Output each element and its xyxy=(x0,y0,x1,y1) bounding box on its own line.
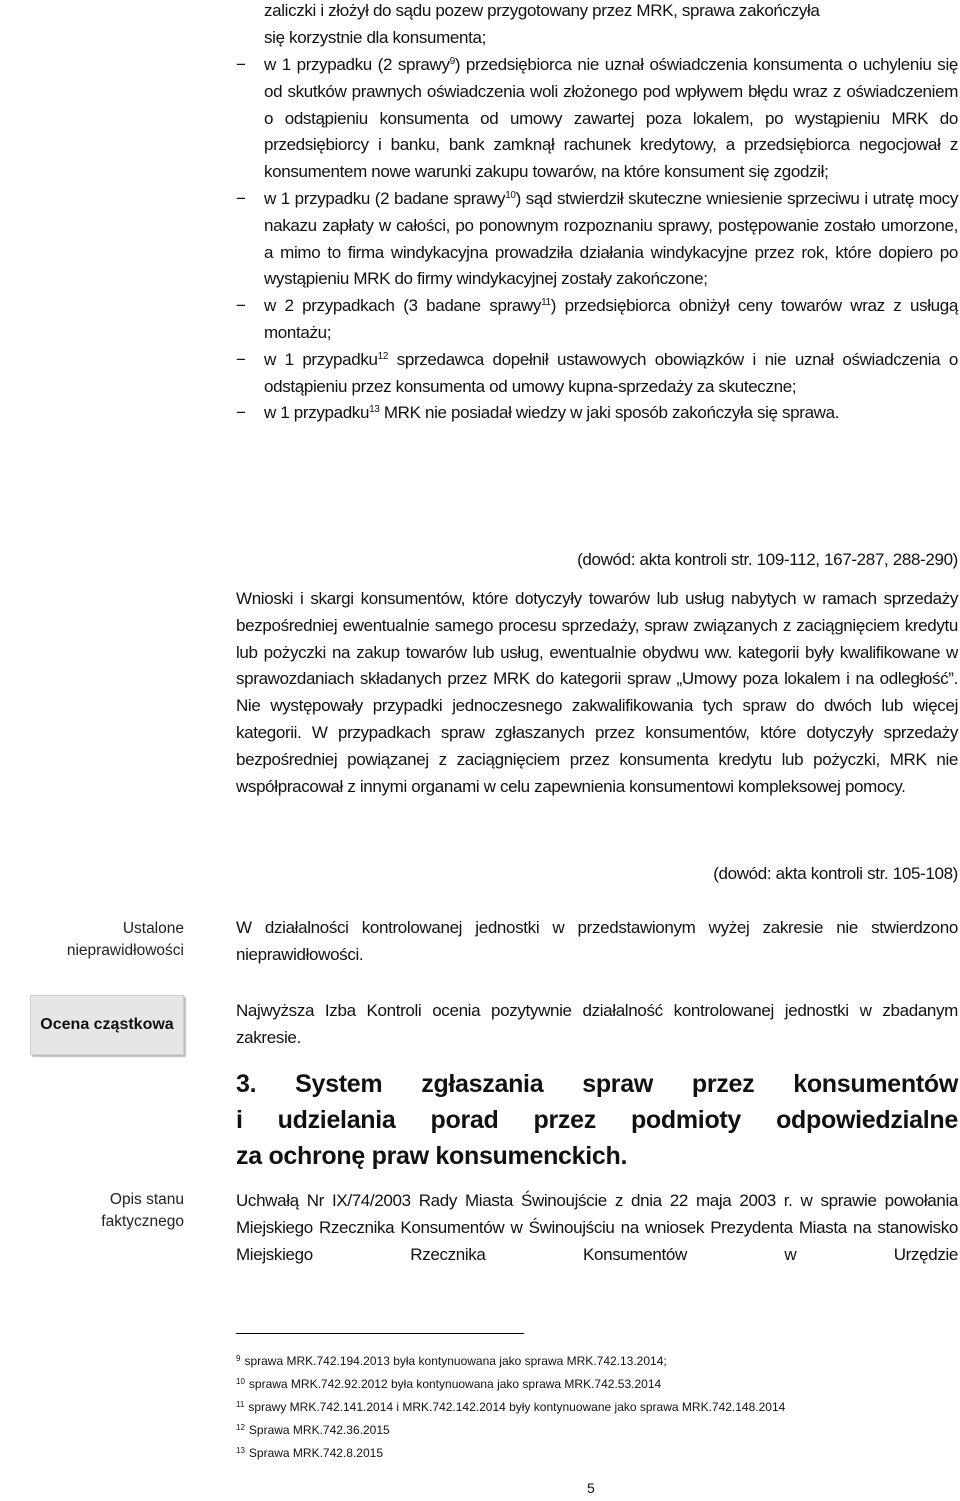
footnote-number: 10 xyxy=(236,1377,245,1386)
footnote-ref: 13 xyxy=(369,404,380,416)
dash-marker: − xyxy=(236,296,246,316)
bullet-text: w 1 przypadku xyxy=(264,349,378,369)
footnote xyxy=(236,1396,956,1419)
side-label-line: Ustalone xyxy=(122,920,184,937)
bullet-text: w 2 przypadkach (3 badane sprawy xyxy=(264,296,542,316)
footnote xyxy=(236,1373,956,1396)
evidence-note: (dowód: akta kontroli str. 109-112, 167-287, 288-290) xyxy=(577,550,958,569)
irregularities-text: W działalności kontrolowanej jednostki w przedstawionym wyżej zakresie nie stwierdzono nieprawidłowości. xyxy=(236,918,958,964)
facts-text: Uchwałą Nr IX/74/2003 Rady Miasta Świnoujście z dnia 22 maja 2003 r. w sprawie powołania Miejskiego Rzecznika Konsumentów w Świnoujściu na wniosek Prezydenta Miasta na stanowisko Miejskiego Rzecznika Konsumentów w Urzędzie xyxy=(236,1191,958,1264)
footnote xyxy=(236,1442,956,1465)
footnote-number: 12 xyxy=(236,1423,245,1432)
footnote-ref: 11 xyxy=(541,297,551,309)
section-heading xyxy=(236,1066,958,1174)
assessment-text: Najwyższa Izba Kontroli ocenia pozytywnie działalność kontrolowanej jednostki w zbadanym zakresie. xyxy=(236,1001,958,1047)
bullet-text: ) przedsiębiorca obniżył ceny towarów wraz z usługą montażu; xyxy=(264,296,958,342)
bullet-text: w 1 przypadku xyxy=(264,403,370,423)
footnote-number: 11 xyxy=(236,1400,245,1409)
bullet-text: ) przedsiębiorca nie uznał oświadczenia konsumenta o uchyleniu się od skutków prawnych oświadczenia woli złożonego pod wpływem błędu wraz z oświadczeniem o odstąpieniu konsumenta od umowy zawartej poza lokalem, po wystąpieniu MRK do przedsiębiorcy i banku, bank zamknął rachunek kredytowy, a przedsiębiorca negocjował z konsumentem nowe warunki zakupu towarów, na które konsument się zgodził; xyxy=(264,55,958,182)
footnote-ref: 9 xyxy=(449,56,455,67)
footnotes xyxy=(236,1350,956,1465)
footnote-ref: 10 xyxy=(505,189,516,201)
heading-line: za ochronę praw konsumenckich. xyxy=(236,1142,628,1170)
dash-marker: − xyxy=(236,349,246,369)
continuation-line: zaliczki i złożył do sądu pozew przygotowany przez MRK, sprawa zakończyła xyxy=(264,1,820,20)
heading-line: i udzielania porad przez podmioty odpowiedzialne xyxy=(236,1106,958,1134)
bullet-item xyxy=(236,400,958,427)
continuation-line: się korzystnie dla konsumenta; xyxy=(264,27,486,47)
footnote-text: sprawa MRK.742.92.2012 była kontynuowana jako sprawa MRK.742.53.2014 xyxy=(248,1377,662,1391)
bullet-text: sprzedawca dopełnił ustawowych obowiązków i nie uznał oświadczenia o odstąpieniu przez konsumenta od umowy kupna-sprzedaży za skuteczne; xyxy=(264,349,958,396)
footnote xyxy=(236,1350,956,1373)
dash-marker: − xyxy=(236,403,246,423)
bullet-item xyxy=(236,347,958,401)
footnote-separator xyxy=(236,1333,524,1334)
evidence-note: (dowód: akta kontroli str. 105-108) xyxy=(713,864,958,883)
dash-marker: − xyxy=(236,188,246,208)
side-label-facts xyxy=(30,1189,184,1233)
paragraph-sales: Wnioski i skargi konsumentów, które dotyczyły towarów lub usług nabytych w ramach sprzedaży bezpośredniej ewentualnie samego procesu sprzedaży, spraw związanych z zaciągnięciem kredytu lub pożyczki na zakup towarów lub usług, ewentualnie obydwu ww. kategorii były kwalifikowane w sprawozdaniach składanych przez MRK do kategorii spraw „Umowy poza lokalem i na odległość”. Nie występowały przypadki jednoczesnego zakwalifikowania tych spraw do dwóch lub więcej kategorii. W przypadkach spraw zgłaszanych przez konsumentów, które dotyczyły sprzedaży bezpośredniej powiązanej z zaciągnięciem przez konsumenta kredytu lub pożyczki, MRK nie współpracował z innymi organami w celu zapewnienia konsumentowi kompleksowej pomocy. xyxy=(236,589,958,796)
footnote-ref: 12 xyxy=(377,350,389,362)
side-label-line: Opis stanu xyxy=(109,1191,184,1208)
side-label-irregularities xyxy=(30,918,184,962)
bullet-item xyxy=(236,293,958,347)
page-number: 5 xyxy=(587,1480,595,1496)
dash-marker: − xyxy=(236,55,246,74)
footnote-text: sprawa MRK.742.194.2013 była kontynuowana jako sprawa MRK.742.13.2014; xyxy=(244,1354,667,1368)
bullet-item xyxy=(236,186,958,293)
footnote-text: Sprawa MRK.742.8.2015 xyxy=(248,1446,383,1460)
bullet-item xyxy=(236,52,958,186)
footnote xyxy=(236,1419,956,1442)
bullet-list xyxy=(236,52,958,427)
bullet-text: MRK nie posiadał wiedzy w jaki sposób zakończyła się sprawa. xyxy=(379,403,840,423)
assessment-label: Ocena cząstkowa xyxy=(40,1016,174,1033)
footnote-number: 9 xyxy=(236,1354,241,1363)
bullet-text: w 1 przypadku (2 badane sprawy xyxy=(264,188,506,208)
bullet-text: w 1 przypadku (2 sprawy xyxy=(264,55,450,74)
footnote-text: sprawy MRK.742.141.2014 i MRK.742.142.2014 były kontynuowane jako sprawa MRK.742.148.2014 xyxy=(248,1400,786,1414)
side-label-line: nieprawidłowości xyxy=(66,942,184,959)
footnote-number: 13 xyxy=(236,1446,245,1455)
continuation-text xyxy=(264,0,958,52)
footnote-text: Sprawa MRK.742.36.2015 xyxy=(248,1423,390,1437)
side-label-line: faktycznego xyxy=(101,1213,184,1230)
heading-line: 3. System zgłaszania spraw przez konsumentów xyxy=(236,1070,958,1098)
side-label-assessment xyxy=(30,995,184,1055)
bullet-text: ) sąd stwierdził skuteczne wniesienie sprzeciwu i utratę mocy nakazu zapłaty w całości, po ponownym rozpoznaniu sprawy, postępowanie zostało umorzone, a mimo to firma windykacyjna prowadziła działania windykacyjne przez rok, które dopiero po wystąpieniu MRK do firmy windykacyjnej zostały zakończone; xyxy=(264,188,958,289)
